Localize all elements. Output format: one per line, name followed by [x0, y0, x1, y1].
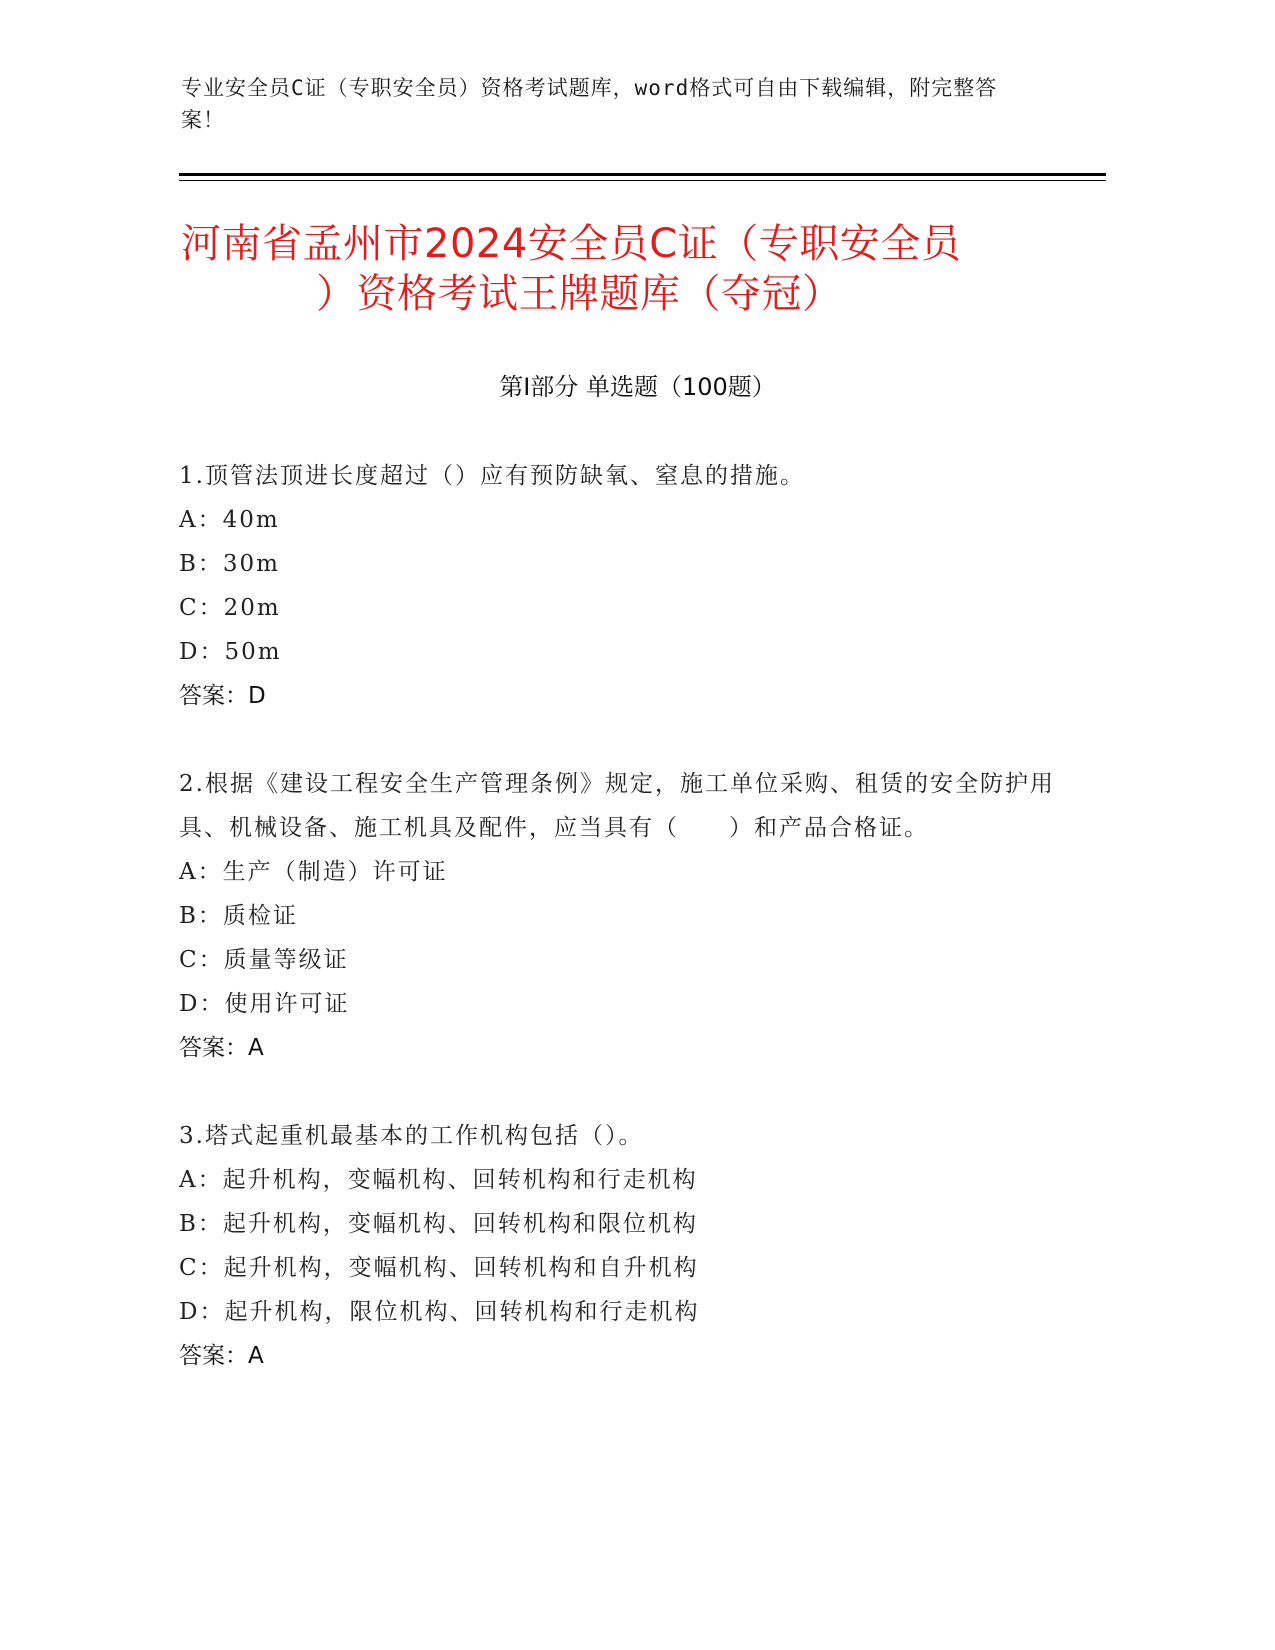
option-item: [179, 894, 1079, 938]
answer-label: 答案：A: [179, 1035, 264, 1061]
header-divider-thin: [179, 180, 1106, 181]
document-title-line2: ）资格考试王牌题库（夺冠）: [316, 271, 843, 317]
option-key: C：: [179, 1255, 224, 1281]
option-item: [179, 586, 1079, 630]
header-note: 专业安全员C证（专职安全员）资格考试题库，word格式可自由下载编辑，附完整答案！: [181, 76, 998, 132]
option-text: 质量等级证: [223, 947, 349, 973]
question-item: [179, 1114, 1079, 1378]
option-key: A：: [179, 859, 223, 885]
question-list: [179, 454, 1079, 1422]
option-key: A：: [179, 1167, 223, 1193]
option-list: [179, 1158, 1079, 1334]
option-item: [179, 1158, 1079, 1202]
option-item: [179, 498, 1079, 542]
question-stem: 1.顶管法顶进长度超过（）应有预防缺氧、窒息的措施。: [179, 463, 805, 489]
option-item: [179, 938, 1079, 982]
answer-label: 答案：D: [179, 683, 266, 709]
answer-label: 答案：A: [179, 1343, 264, 1369]
option-item: [179, 1246, 1079, 1290]
option-key: B：: [179, 1211, 223, 1237]
option-text: 起升机构，变幅机构、回转机构和限位机构: [222, 1211, 698, 1237]
option-list: [179, 498, 1079, 674]
option-key: A：: [179, 507, 223, 533]
option-text: 40m: [222, 507, 280, 533]
header-divider-thick: [179, 173, 1106, 176]
document-title: [181, 219, 1081, 319]
option-text: 起升机构，变幅机构、回转机构和自升机构: [223, 1255, 699, 1281]
option-key: D：: [179, 991, 225, 1017]
option-text: 起升机构，限位机构、回转机构和行走机构: [224, 1299, 700, 1325]
question-item: [179, 454, 1079, 718]
question-stem: 2.根据《建设工程安全生产管理条例》规定，施工单位采购、租赁的安全防护用具、机械设备、施工机具及配件，应当具有（ ）和产品合格证。: [179, 771, 1055, 841]
question-stem: 3.塔式起重机最基本的工作机构包括（）。: [179, 1123, 644, 1149]
option-text: 30m: [222, 551, 280, 577]
option-item: [179, 1290, 1079, 1334]
option-key: B：: [179, 903, 223, 929]
option-item: [179, 1202, 1079, 1246]
option-item: [179, 542, 1079, 586]
option-item: [179, 630, 1079, 674]
option-text: 20m: [223, 595, 281, 621]
document-title-line1: 河南省孟州市2024安全员C证（专职安全员: [181, 221, 962, 267]
option-text: 起升机构，变幅机构、回转机构和行走机构: [222, 1167, 698, 1193]
option-text: 生产（制造）许可证: [222, 859, 448, 885]
option-text: 质检证: [222, 903, 298, 929]
option-list: [179, 850, 1079, 1026]
option-item: [179, 982, 1079, 1026]
option-key: D：: [179, 639, 225, 665]
section-title: 第Ⅰ部分 单选题（100题）: [499, 373, 776, 401]
option-key: C：: [179, 595, 224, 621]
question-item: [179, 762, 1079, 1070]
option-key: C：: [179, 947, 224, 973]
option-key: B：: [179, 551, 223, 577]
option-key: D：: [179, 1299, 225, 1325]
option-text: 50m: [224, 639, 282, 665]
option-text: 使用许可证: [224, 991, 350, 1017]
option-item: [179, 850, 1079, 894]
